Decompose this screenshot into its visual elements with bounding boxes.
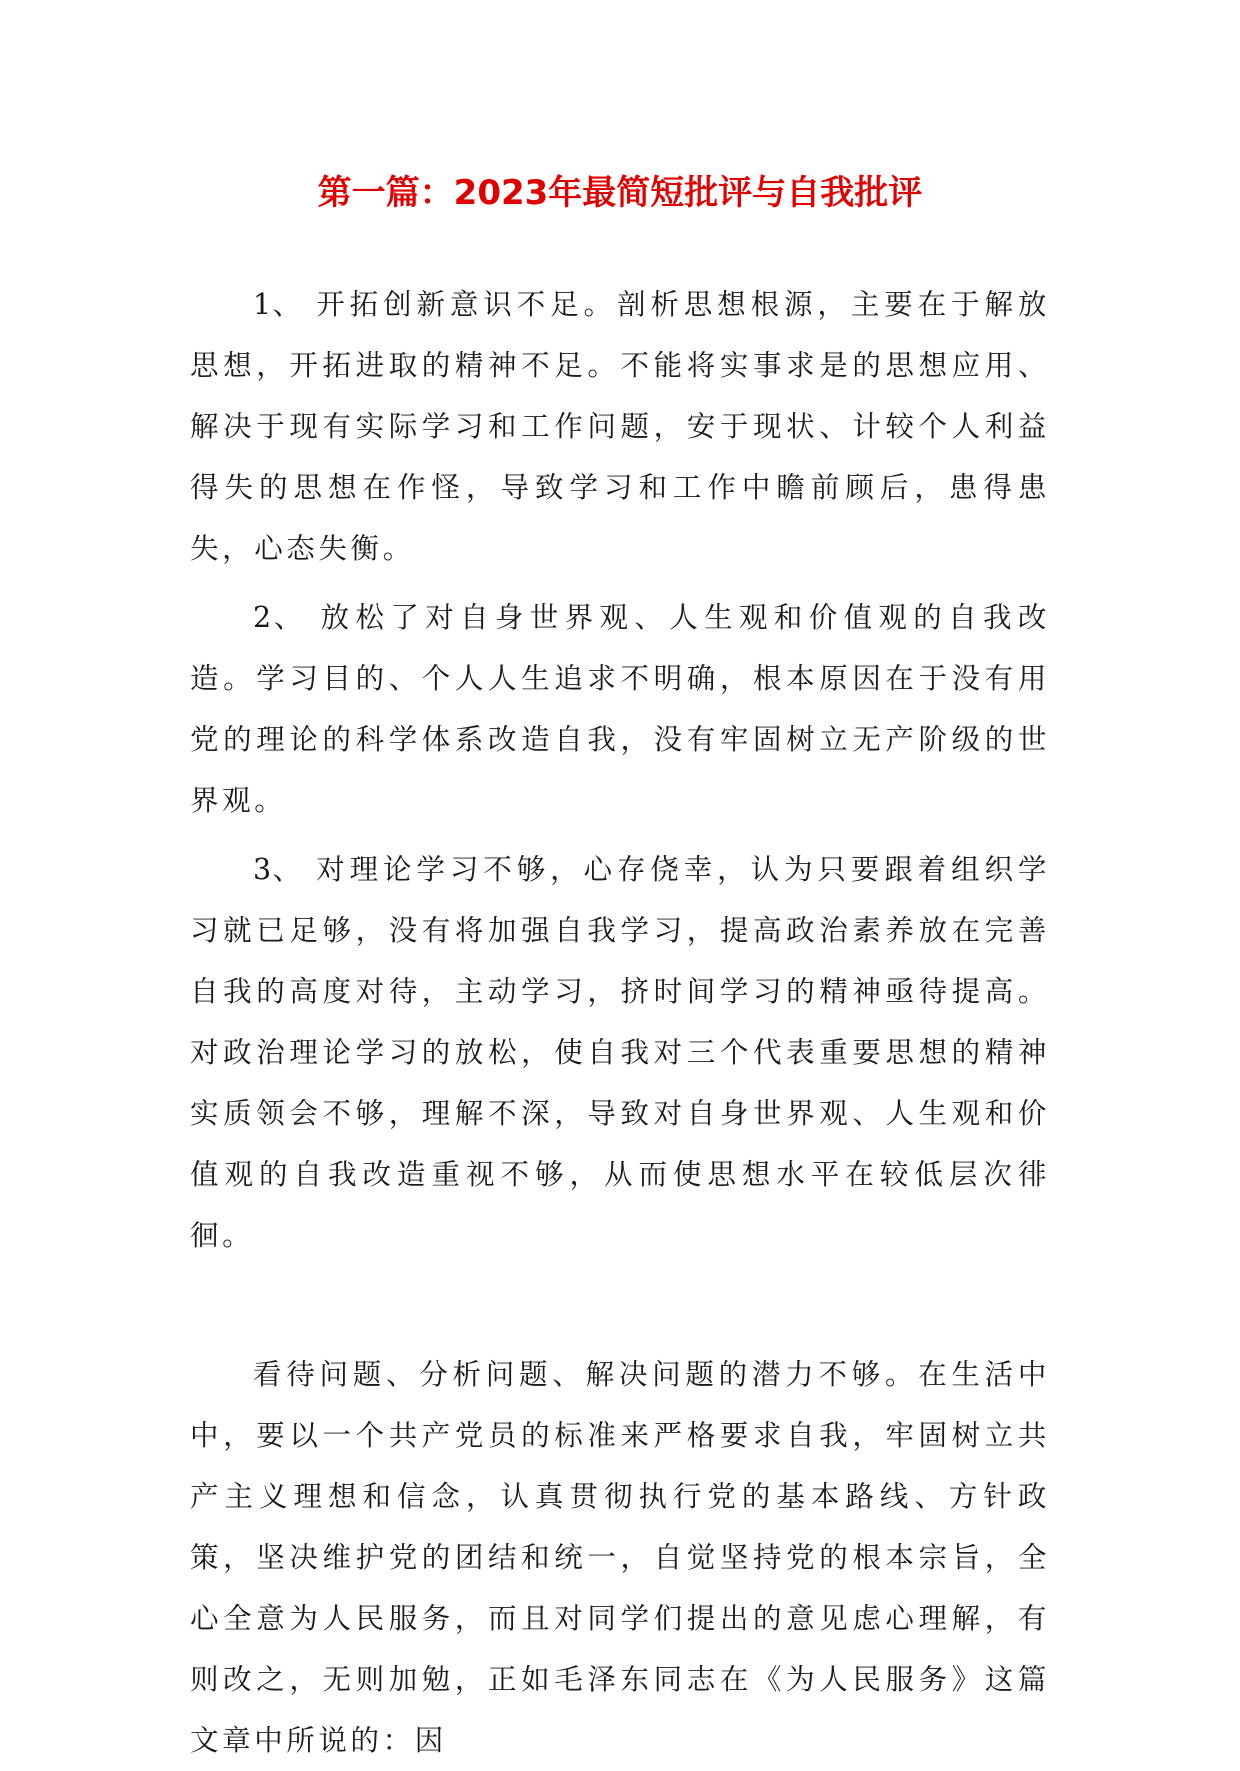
paragraph-4 <box>190 1344 1050 1771</box>
paragraph-2 <box>190 587 1050 831</box>
paragraph-text: 对理论学习不够，心存侥幸，认为只要跟着组织学习就已足够，没有将加强自我学习，提高政治素养放在完善自我的高度对待，主动学习，挤时间学习的精神亟待提高。对政治理论学习的放松，使自我对三个代表重要思想的精神实质领会不够，理解不深，导致对自身世界观、人生观和价值观的自我改造重视不够，从而使思想水平在较低层次徘徊。 <box>190 853 1050 1252</box>
paragraph-text: 看待问题、分析问题、解决问题的潜力不够。在生活中中，要以一个共产党员的标准来严格要求自我，牢固树立共产主义理想和信念，认真贯彻执行党的基本路线、方针政策，坚决维护党的团结和统一，自觉坚持党的根本宗旨，全心全意为人民服务，而且对同学们提出的意见虑心理解，有则改之，无则加勉，正如毛泽东同志在《为人民服务》这篇文章中所说的：因 <box>190 1358 1050 1757</box>
paragraph-number: 2、 <box>253 601 306 634</box>
paragraph-number: 1、 <box>253 288 303 321</box>
document-body <box>190 288 1050 1771</box>
paragraph-number: 3、 <box>253 853 303 886</box>
paragraph-3 <box>190 839 1050 1266</box>
paragraph-1 <box>190 274 1050 579</box>
paragraph-text: 开拓创新意识不足。剖析思想根源，主要在于解放思想，开拓进取的精神不足。不能将实事求是的思想应用、解决于现有实际学习和工作问题，安于现状、计较个人利益得失的思想在作怪，导致学习和工作中瞻前顾后，患得患失，心态失衡。 <box>190 288 1050 565</box>
document-title: 第一篇：2023年最简短批评与自我批评 <box>317 173 923 213</box>
paragraph-text: 放松了对自身世界观、人生观和价值观的自我改造。学习目的、个人人生追求不明确，根本原因在于没有用党的理论的科学体系改造自我，没有牢固树立无产阶级的世界观。 <box>190 601 1050 817</box>
